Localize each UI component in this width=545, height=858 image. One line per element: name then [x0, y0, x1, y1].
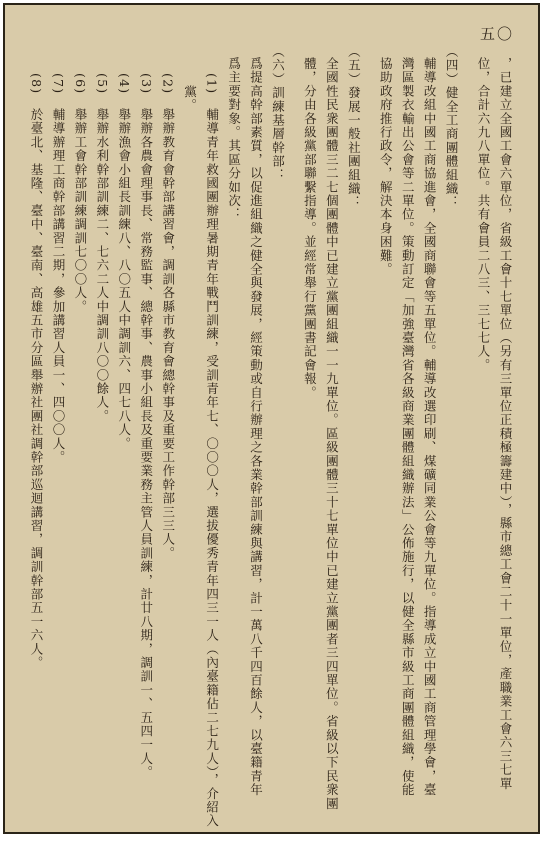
- column-gap: [462, 45, 472, 818]
- text-column: (1) 輔導青年救國團辦理暑期青年戰鬥訓練，受訓青年七、〇〇〇人，選拔優秀青年四三一人（內臺籍佔二七九人），介紹入: [204, 73, 220, 828]
- text-column: 協助政府推行政令，解決本身困難。: [378, 57, 394, 277]
- text-column: ，已建立全國工會六單位，省級工會十七單位（另有三單位正積極籌建中），縣市總工會二十一單位，產職業工會六三七單: [498, 57, 513, 791]
- text-column: 體，分由各級黨部聯繫指導。並經常舉行黨團書記會報。: [302, 57, 318, 400]
- text-column: 位，合計六九八單位。共有會員二八三、三七七人。: [476, 57, 492, 373]
- text-column: 全國性民衆團體三二七個團體中已建立黨團組織一一九單位。區級團體三十七單位中已建立黨團者三四單位。省級以下民衆團: [324, 57, 340, 811]
- text-columns: [25, 45, 516, 828]
- text-column: 爲主要對象。其區分如次：: [226, 57, 242, 222]
- text-column: 輔導改組中國工商協進會，全國商聯會等五單位。輔導改選印刷、煤礦同業公會等九單位。指導成立中國工商管理學會，臺: [422, 57, 438, 797]
- text-column: (2) 舉辦教育會幹部講習會，調訓各縣市教育會總幹事及重要工作幹部三三人。: [160, 73, 176, 561]
- text-column: (8) 於臺北、基隆、臺中、臺南、高雄五市分區舉辦社團社調幹部巡迴講習，調訓幹部五一六人。: [28, 73, 44, 670]
- document-page: [3, 3, 540, 834]
- column-gap: [288, 45, 298, 818]
- text-column: （五）發展一般社團組織：: [346, 45, 362, 210]
- text-column: (7) 輔導辦理工商幹部講習二期，參加講習人員一、四〇〇人。: [50, 73, 66, 465]
- text-column: (4) 舉辦漁會小組長訓練八、八〇五人中調訓六、四七八人。: [116, 73, 132, 451]
- text-column: (5) 舉辦水利幹部訓練二、七六二人中調訓八〇〇餘人。: [94, 73, 110, 424]
- text-column: (3) 舉辦各農會理事長、常務監事、總幹事、農事小組長及重要業務主管人員訓練，計廿八期，調訓一、五四一人。: [138, 73, 154, 780]
- text-column: 灣區製衣輸出公會等二單位。策動訂定「加強臺灣省各級商業團體組織辦法」公佈施行，以健全縣市級工商團體組織，使能: [400, 57, 416, 797]
- text-column: （四）健全工商團體組織：: [444, 45, 460, 210]
- text-column: 黨。: [182, 85, 198, 113]
- text-column: 爲提高幹部素質，以促進組織之健全與發展，經策動或自行辦理之各業幹部訓練與講習，計一萬八千四百餘人，以臺籍青年: [248, 57, 264, 797]
- column-gap: [364, 45, 374, 818]
- page-number: 五〇: [479, 25, 514, 43]
- text-column: (6) 舉辦工會幹部訓練調訓七〇〇人。: [72, 73, 88, 314]
- text-column: （六）訓練基層幹部：: [270, 45, 286, 182]
